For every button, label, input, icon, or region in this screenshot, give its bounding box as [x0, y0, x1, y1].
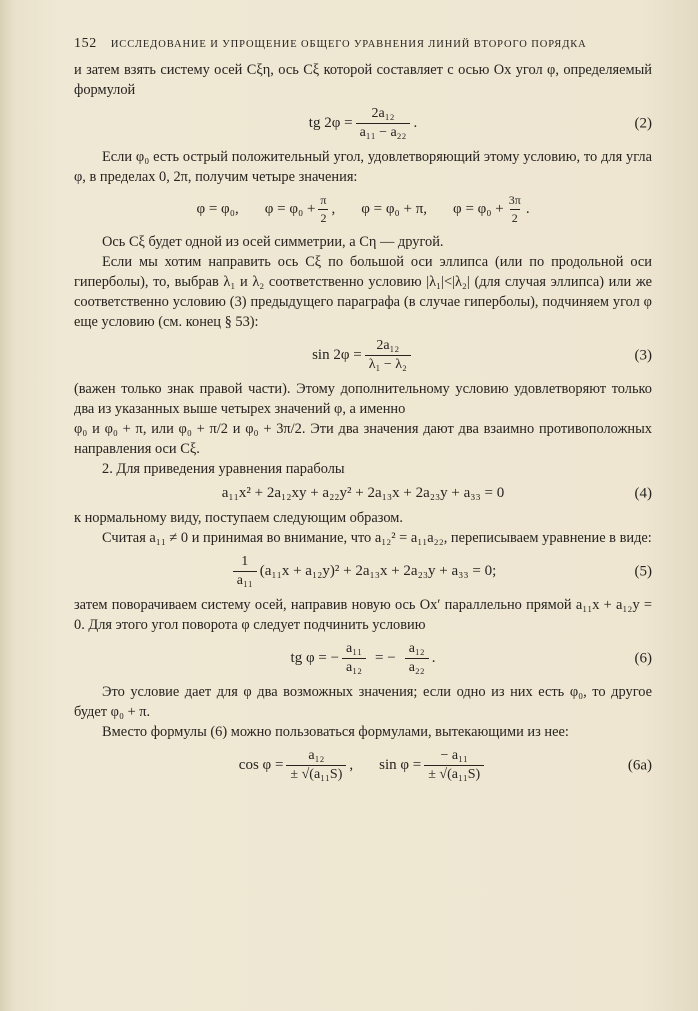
eq2-numerator: 2a₁₂	[371, 106, 395, 121]
page-number: 152	[74, 36, 97, 51]
eq6-middle: = −	[375, 650, 396, 666]
value-2-fraction	[318, 193, 328, 226]
eq6a-fraction-2	[424, 748, 484, 783]
eq4-body: a₁₁x² + 2a₁₂xy + a₂₂y² + 2a₁₃x + 2a₂₃y + a₃₃ = 0	[221, 485, 505, 501]
equation-2	[74, 106, 652, 141]
equation-6a	[74, 748, 652, 783]
eq6a-numerator-2: − a₁₁	[440, 748, 468, 763]
eq5-denominator: a₁₁	[233, 571, 257, 589]
eq6-numerator-1: a₁₁	[346, 641, 363, 656]
running-title: ИССЛЕДОВАНИЕ И УПРОЩЕНИЕ ОБЩЕГО УРАВНЕНИЯ ЛИНИЙ ВТОРОГО ПОРЯДКА	[110, 39, 587, 50]
eq3-fraction	[365, 338, 411, 373]
value-2-tail: ,	[331, 201, 336, 217]
eq2-lhs: tg 2φ =	[308, 115, 353, 131]
eq6a-denominator-2: ± √(a₁₁S)	[424, 765, 484, 783]
value-4-fraction	[507, 193, 523, 226]
paragraph: φ₀ и φ₀ + π, или φ₀ + π/2 и φ₀ + 3π/2. Эти два значения дают два взаимно противоположных направления оси Cξ.	[74, 421, 652, 457]
eq6a-lhs-1: cos φ =	[238, 757, 284, 773]
eq2-number: (2)	[634, 115, 652, 131]
equation-4	[74, 485, 652, 502]
eq6a-number: (6a)	[627, 757, 652, 773]
eq3-number: (3)	[634, 347, 652, 363]
eq3-numerator: 2a₁₂	[376, 338, 400, 353]
value-2-denominator: 2	[320, 211, 327, 225]
eq6a-denominator-1: ± √(a₁₁S)	[286, 765, 346, 783]
eq5-fraction	[233, 554, 257, 589]
value-4-numerator: 3π	[508, 193, 521, 207]
eq4-number: (4)	[634, 485, 652, 501]
eq2-fraction	[356, 106, 411, 141]
equation-6	[74, 641, 652, 676]
eq6a-lhs-2: sin φ =	[379, 757, 422, 773]
paragraph: к нормальному виду, поступаем следующим образом.	[74, 510, 403, 526]
eq3-denominator: λ₁ − λ₂	[365, 355, 411, 373]
eq6-number: (6)	[634, 650, 652, 666]
paragraph: Это условие дает для φ два возможных значения; если одно из них есть φ₀, то другое будет φ₀ + π.	[74, 684, 652, 720]
eq6-denominator-2: a₂₂	[405, 658, 429, 676]
eq6-tail: .	[431, 650, 436, 666]
eq6a-fraction-1	[286, 748, 346, 783]
value-4-denominator: 2	[511, 211, 518, 225]
page-header	[74, 36, 652, 52]
value-4-tail: .	[525, 201, 530, 217]
eq2-denominator: a₁₁ − a₂₂	[356, 123, 411, 141]
paragraph: затем поворачиваем систему осей, направив новую ось Ox′ параллельно прямой a₁₁x + a₁₂y = 0. Для этого угол поворота φ следует подчинить условию	[74, 597, 652, 633]
paragraph: Считая a₁₁ ≠ 0 и принимая во внимание, что a₁₂² = a₁₁a₂₂, переписываем уравнение в виде:	[102, 530, 652, 546]
equation-5	[74, 554, 652, 589]
value-2: φ = φ₀ +	[264, 201, 316, 217]
eq6-numerator-2: a₁₂	[408, 641, 425, 656]
eq5-number: (5)	[634, 563, 652, 579]
eq6-lhs: tg φ = −	[290, 650, 340, 666]
value-2-numerator: π	[320, 193, 327, 207]
paragraph: 2. Для приведения уравнения параболы	[102, 461, 345, 477]
value-4: φ = φ₀ +	[453, 201, 504, 217]
eq3-lhs: sin 2φ =	[312, 347, 362, 363]
eq6-fraction-2	[405, 641, 429, 676]
equation-3	[74, 338, 652, 373]
paragraph: Если φ₀ есть острый положительный угол, удовлетворяющий этому условию, то для угла φ, в пределах 0, 2π, получим четыре значения:	[74, 149, 652, 185]
paragraph: Если мы хотим направить ось Cξ по большой оси эллипса (или по продольной оси гиперболы), то, выбрав λ₁ и λ₂ соответственно условию |λ₁|<|λ₂| (для случая эллипса) или же соответственно условию (3) предыдущего параграфа (в случае гиперболы), подчиняем угол φ еще условию (см. конец § 53):	[74, 254, 652, 330]
eq2-tail: .	[413, 115, 418, 131]
eq5-numerator: 1	[241, 554, 249, 569]
value-1: φ = φ₀,	[196, 201, 239, 217]
eq5-body: (a₁₁x + a₁₂y)² + 2a₁₃x + 2a₂₃y + a₃₃ = 0;	[259, 563, 497, 579]
paragraph: (важен только знак правой части). Этому дополнительному условию удовлетворяют только два из указанных выше четырех значений φ, а именно	[74, 381, 652, 417]
paragraph: Ось Cξ будет одной из осей симметрии, а Cη — другой.	[102, 234, 444, 250]
equation-values	[74, 193, 652, 226]
paragraph: и затем взять систему осей Cξη, ось Cξ которой составляет с осью Ox угол φ, определяемый формулой	[74, 62, 652, 98]
value-3: φ = φ₀ + π,	[361, 201, 428, 217]
eq6-fraction-1	[342, 641, 366, 676]
eq6-denominator-1: a₁₂	[342, 658, 366, 676]
eq6a-numerator-1: a₁₂	[308, 748, 325, 763]
eq6a-separator: ,	[349, 757, 354, 773]
paragraph: Вместо формулы (6) можно пользоваться формулами, вытекающими из нее:	[102, 724, 569, 740]
